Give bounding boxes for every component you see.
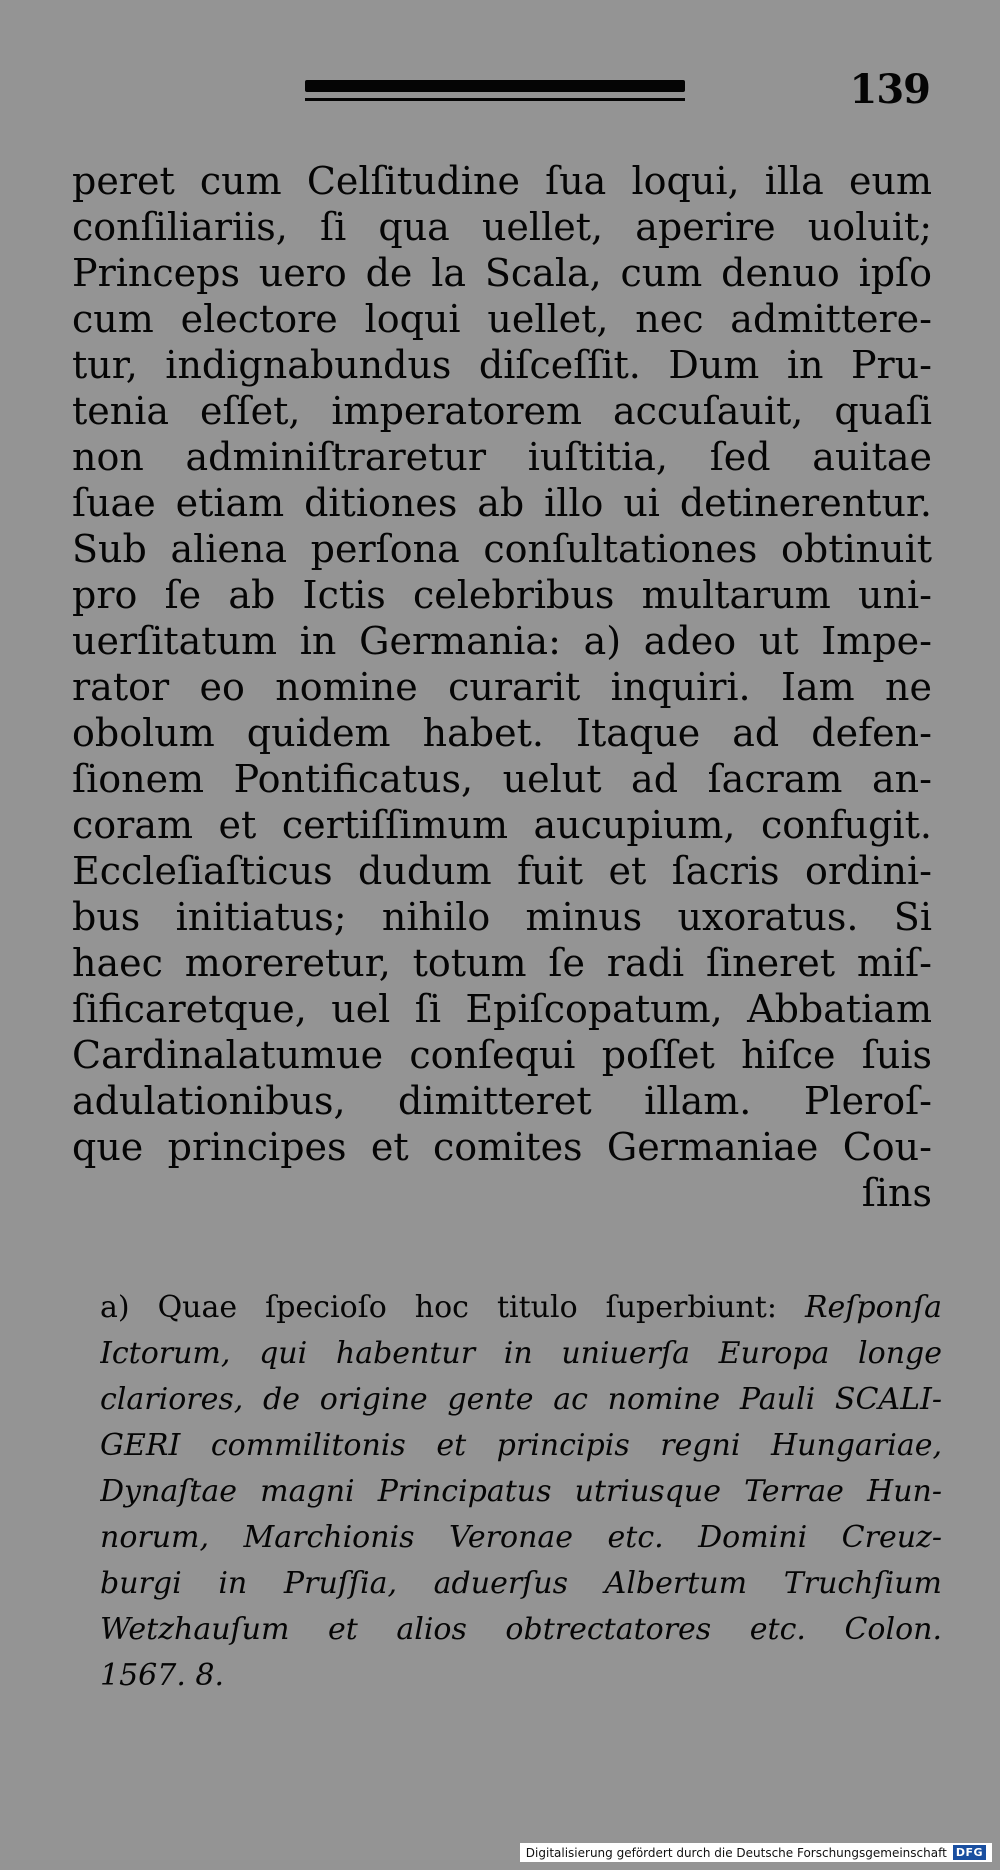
footnote-marker: a) (100, 1290, 130, 1325)
footnote-line: 1567. 8. (100, 1658, 225, 1693)
text-line: uerſitatum in Germania: a) adeo ut Impe- (72, 619, 932, 663)
footnote-line (100, 1285, 942, 1331)
text-line: tenia eſſet, imperatorem accuſauit, quaſi (72, 389, 932, 433)
body-text (72, 158, 932, 1216)
text-line: ſuae etiam ditiones ab illo ui detinerentur. (72, 481, 932, 525)
footnote-lead: Quae ſpecioſo hoc titulo ſuperbiunt: (157, 1290, 777, 1325)
text-line: cum electore loqui uellet, nec admittere- (72, 297, 932, 341)
footnote (100, 1285, 942, 1699)
text-line: non adminiſtraretur iuſtitia, ſed auitae (72, 435, 932, 479)
text-line: conſiliariis, ſi qua uellet, aperire uoluit; (72, 205, 932, 249)
text-line: ſificaretque, uel ſi Epiſcopatum, Abbatiam (72, 987, 932, 1031)
text-line: coram et certiſſimum aucupium, confugit. (72, 803, 932, 847)
text-line: pro ſe ab Ictis celebribus multarum uni- (72, 573, 932, 617)
header-rule-thick (305, 80, 685, 92)
text-line: adulationibus, dimitteret illam. Pleroſ- (72, 1079, 932, 1123)
text-line: ſins (861, 1171, 932, 1215)
dfg-logo: DFG (953, 1845, 986, 1860)
text-line: obolum quidem habet. Itaque ad defen- (72, 711, 932, 755)
footnote-line: norum, Marchionis Veronae etc. Domini Creuz- (100, 1520, 942, 1555)
text-line: ſionem Pontificatus, uelut ad ſacram an- (72, 757, 932, 801)
footnote-title-start: Reſponſa (804, 1290, 942, 1325)
digitization-credit (520, 1843, 992, 1862)
credit-text: Digitalisierung gefördert durch die Deutsche Forschungsgemeinschaft (525, 1845, 947, 1860)
text-line: peret cum Celſitudine ſua loqui, illa eum (72, 159, 932, 203)
text-line: que principes et comites Germaniae Cou- (72, 1125, 932, 1169)
header-rule-thin (305, 98, 685, 101)
text-line: haec moreretur, totum ſe radi ſineret miſ- (72, 941, 932, 985)
text-line: Princeps uero de la Scala, cum denuo ipſo (72, 251, 932, 295)
footnote-line: GERI commilitonis et principis regni Hungariae, (100, 1428, 942, 1463)
text-line: tur, indignabundus diſceſſit. Dum in Pru- (72, 343, 932, 387)
text-line: Eccleſiaſticus dudum fuit et ſacris ordini- (72, 849, 932, 893)
footnote-line: Dynaſtae magni Principatus utriusque Terrae Hun- (100, 1474, 942, 1509)
text-line: bus initiatus; nihilo minus uxoratus. Si (72, 895, 932, 939)
footnote-line: Ictorum, qui habentur in uniuerſa Europa longe (100, 1336, 942, 1371)
text-line: Sub aliena perſona conſultationes obtinuit (72, 527, 932, 571)
header-rule (305, 80, 685, 101)
footnote-line: Wetzhauſum et alios obtrectatores etc. Colon. (100, 1612, 942, 1647)
text-line: Cardinalatumue conſequi poſſet hiſce ſuis (72, 1033, 932, 1077)
text-line: rator eo nomine curarit inquiri. Iam ne (72, 665, 932, 709)
footnote-line: burgi in Pruſſia, aduerſus Albertum Truchſium (100, 1566, 942, 1601)
page-number: 139 (849, 66, 930, 113)
footnote-line: clariores, de origine gente ac nomine Pauli SCALI- (100, 1382, 942, 1417)
